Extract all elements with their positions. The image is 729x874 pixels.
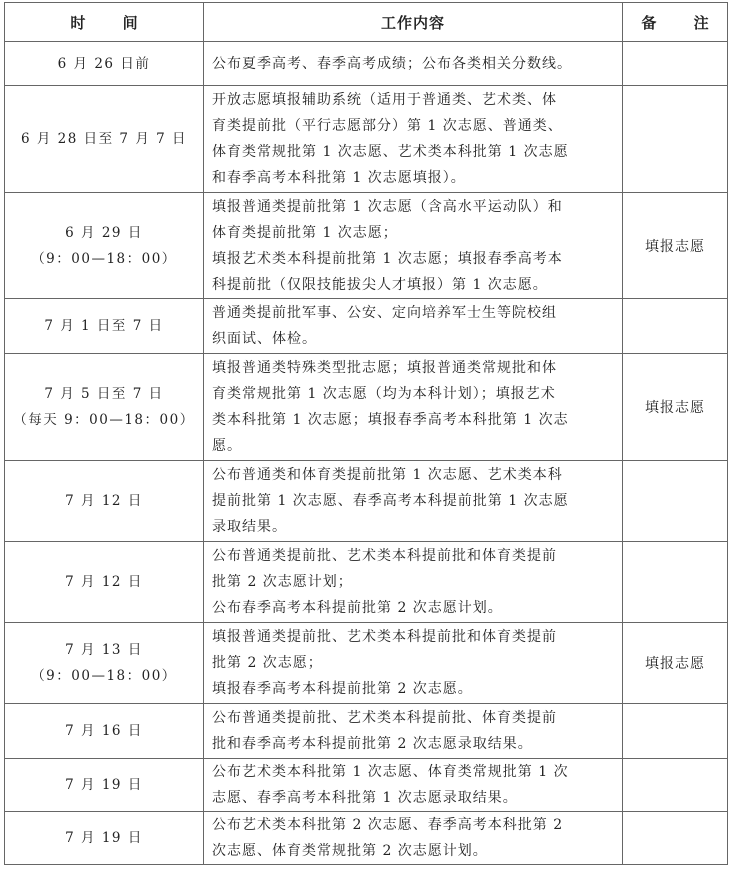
time-text: 7 月 19 日 bbox=[65, 777, 143, 793]
work-content-line: 录取结果。 bbox=[212, 519, 287, 535]
work-content-line: 育类常规批第 1 次志愿（均为本科计划）；填报艺术 bbox=[212, 386, 556, 402]
table-row bbox=[5, 812, 728, 865]
work-content-line: 开放志愿填报辅助系统（适用于普通类、艺术类、体 bbox=[212, 92, 557, 108]
cell-time bbox=[5, 461, 204, 542]
work-content-line: 织面试、体检。 bbox=[212, 331, 317, 347]
cell-note bbox=[623, 542, 728, 623]
cell-time bbox=[5, 193, 204, 299]
cell-work-content bbox=[204, 299, 623, 354]
work-content-line: 次志愿、体育类常规批第 2 次志愿计划。 bbox=[212, 843, 488, 859]
cell-work-content bbox=[204, 623, 623, 704]
cell-note bbox=[623, 812, 728, 865]
table-row bbox=[5, 461, 728, 542]
cell-note: 填报志愿 bbox=[623, 354, 728, 461]
header-note: 备 注 bbox=[623, 3, 728, 42]
time-text: 7 月 19 日 bbox=[65, 830, 143, 846]
time-text: （9：00—18：00） bbox=[31, 668, 177, 684]
work-content-line: 公布春季高考本科提前批第 2 次志愿计划。 bbox=[212, 600, 503, 616]
time-text: 6 月 26 日前 bbox=[57, 55, 151, 72]
time-text: 7 月 1 日至 7 日 bbox=[44, 318, 164, 334]
time-text: 7 月 13 日 bbox=[65, 642, 143, 658]
cell-note: 填报志愿 bbox=[623, 193, 728, 299]
cell-time bbox=[5, 86, 204, 193]
table-row bbox=[5, 42, 728, 86]
header-work-content: 工作内容 bbox=[204, 3, 623, 42]
cell-work-content bbox=[204, 759, 623, 812]
cell-time bbox=[5, 623, 204, 704]
cell-work-content bbox=[204, 461, 623, 542]
cell-work-content bbox=[204, 354, 623, 461]
cell-time bbox=[5, 299, 204, 354]
cell-work-content bbox=[204, 812, 623, 865]
work-content-line: 填报春季高考本科提前批第 2 次志愿。 bbox=[212, 681, 473, 697]
work-content-line: 志愿、春季高考本科批第 1 次志愿录取结果。 bbox=[212, 790, 518, 806]
time-text: 7 月 12 日 bbox=[65, 493, 143, 509]
table-row bbox=[5, 354, 728, 461]
cell-note bbox=[623, 42, 728, 86]
cell-note: 填报志愿 bbox=[623, 623, 728, 704]
work-content-line: 公布夏季高考、春季高考成绩；公布各类相关分数线。 bbox=[212, 55, 572, 72]
cell-time bbox=[5, 542, 204, 623]
cell-work-content bbox=[204, 542, 623, 623]
table-row bbox=[5, 542, 728, 623]
cell-time bbox=[5, 704, 204, 759]
work-content-line: 体育类提前批第 1 次志愿； bbox=[212, 224, 398, 241]
work-content-line: 体育类常规批第 1 次志愿、艺术类本科批第 1 次志愿 bbox=[212, 144, 569, 160]
table-row bbox=[5, 193, 728, 299]
cell-note bbox=[623, 759, 728, 812]
time-text: 6 月 28 日至 7 月 7 日 bbox=[21, 131, 187, 147]
work-content-line: 填报普通类提前批第 1 次志愿（含高水平运动队）和 bbox=[212, 198, 563, 215]
cell-note bbox=[623, 86, 728, 193]
time-text: 7 月 12 日 bbox=[65, 574, 143, 590]
work-content-line: 公布艺术类本科批第 2 次志愿、春季高考本科批第 2 bbox=[212, 817, 564, 833]
table-row bbox=[5, 759, 728, 812]
work-content-line: 批和春季高考本科提前批第 2 次志愿录取结果。 bbox=[212, 736, 533, 752]
table-row bbox=[5, 704, 728, 759]
cell-time bbox=[5, 354, 204, 461]
work-content-line: 公布普通类提前批、艺术类本科提前批和体育类提前 bbox=[212, 548, 557, 564]
cell-note bbox=[623, 704, 728, 759]
cell-time bbox=[5, 42, 204, 86]
work-content-line: 类本科批第 1 次志愿；填报春季高考本科批第 1 次志 bbox=[212, 412, 569, 428]
work-content-line: 批第 2 次志愿； bbox=[212, 655, 323, 671]
header-time: 时 间 bbox=[5, 3, 204, 42]
table-row bbox=[5, 86, 728, 193]
cell-work-content bbox=[204, 704, 623, 759]
time-text: （每天 9：00—18：00） bbox=[13, 412, 195, 428]
time-text: 6 月 29 日 bbox=[65, 224, 143, 241]
cell-work-content bbox=[204, 42, 623, 86]
cell-note bbox=[623, 299, 728, 354]
work-content-line: 和春季高考本科批第 1 次志愿填报）。 bbox=[212, 170, 466, 186]
work-content-line: 普通类提前批军事、公安、定向培养军士生等院校组 bbox=[212, 305, 557, 321]
table-row bbox=[5, 623, 728, 704]
cell-time bbox=[5, 759, 204, 812]
time-text: 7 月 5 日至 7 日 bbox=[44, 386, 164, 402]
schedule-table bbox=[4, 2, 728, 865]
table-header-row bbox=[5, 3, 728, 42]
table-body bbox=[5, 42, 728, 865]
work-content-line: 填报普通类特殊类型批志愿；填报普通类常规批和体 bbox=[212, 360, 557, 376]
time-text: （9：00—18：00） bbox=[31, 250, 177, 267]
work-content-line: 公布普通类和体育类提前批第 1 次志愿、艺术类本科 bbox=[212, 467, 563, 483]
work-content-line: 提前批第 1 次志愿、春季高考本科提前批第 1 次志愿 bbox=[212, 493, 569, 509]
work-content-line: 科提前批（仅限技能拔尖人才填报）第 1 次志愿。 bbox=[212, 276, 548, 293]
work-content-line: 批第 2 次志愿计划； bbox=[212, 574, 353, 590]
cell-work-content bbox=[204, 86, 623, 193]
work-content-line: 公布普通类提前批、艺术类本科提前批、体育类提前 bbox=[212, 710, 557, 726]
work-content-line: 填报艺术类本科提前批第 1 次志愿；填报春季高考本 bbox=[212, 250, 563, 267]
cell-note bbox=[623, 461, 728, 542]
work-content-line: 愿。 bbox=[212, 438, 242, 454]
table-row bbox=[5, 299, 728, 354]
time-text: 7 月 16 日 bbox=[65, 723, 143, 739]
work-content-line: 公布艺术类本科批第 1 次志愿、体育类常规批第 1 次 bbox=[212, 764, 569, 780]
work-content-line: 填报普通类提前批、艺术类本科提前批和体育类提前 bbox=[212, 629, 557, 645]
cell-time bbox=[5, 812, 204, 865]
work-content-line: 育类提前批（平行志愿部分）第 1 次志愿、普通类、 bbox=[212, 118, 563, 134]
cell-work-content bbox=[204, 193, 623, 299]
